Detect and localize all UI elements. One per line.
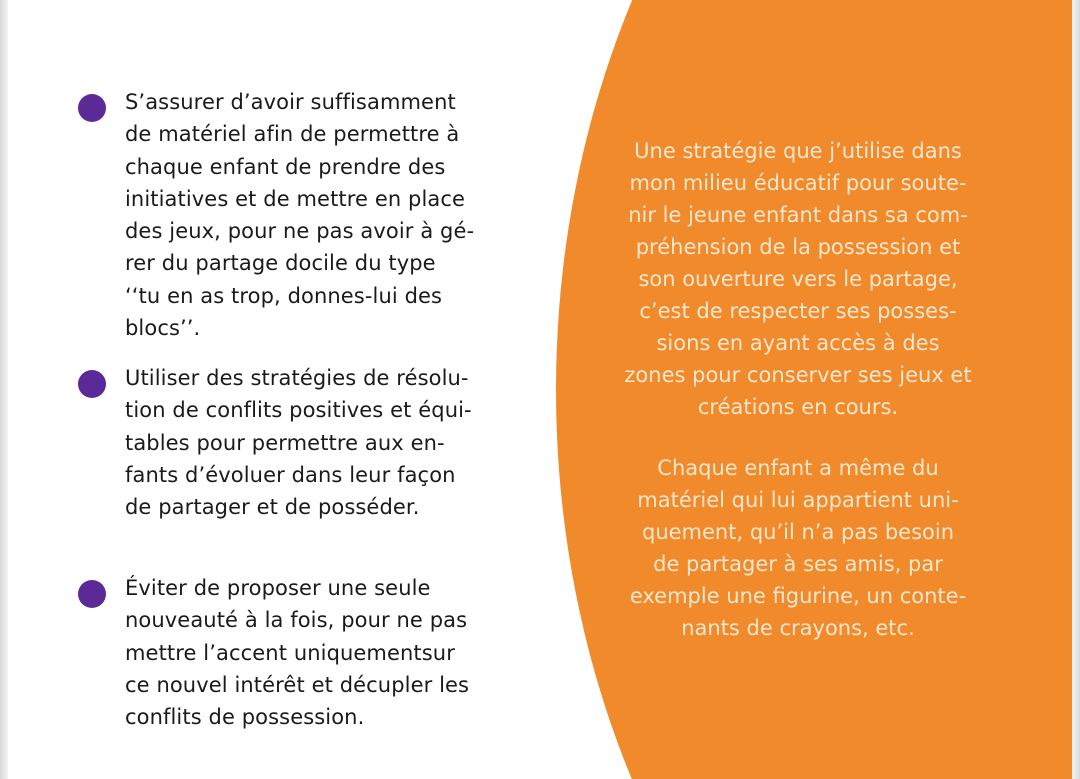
sidebar-paragraph-materials: Chaque enfant a même du matériel qui lui appartient uni- quement, qu’il n’a pas besoin de partager à ses amis, par exemple une figurine, un conte- nants de crayons, etc. xyxy=(629,456,967,640)
page-edge-right xyxy=(1072,0,1080,779)
bullet-text: Utiliser des stratégies de résolu- tion de conflits positives et équi- tables pour permettre aux en- fants d’évoluer dans leur façon de partager et de posséder. xyxy=(125,366,472,520)
sidebar-paragraph-strategy: Une stratégie que j’utilise dans mon milieu éducatif pour soute- nir le jeune enfant dans sa com- préhension de la possession et son ouverture vers le partage, c’est de respecter ses posses- sions en ayant accès à des zones pour conserver ses jeux et créations en cours. xyxy=(624,139,972,419)
bullet-text: Éviter de proposer une seule nouveauté à la fois, pour ne pas mettre l’accent uniquementsur ce nouvel intérêt et décupler les conflits de possession. xyxy=(125,576,470,730)
bullet-dot-icon xyxy=(78,580,106,608)
bullet-text: S’assurer d’avoir suffisamment de matériel afin de permettre à chaque enfant de prendre des initiatives et de mettre en place des jeux, pour ne pas avoir à gé- rer du partage docile du type ‘‘tu en as trop, donnes-lui des blocs’’. xyxy=(125,90,475,341)
page-edge-left xyxy=(0,0,8,779)
bullet-dot-icon xyxy=(78,94,106,122)
bullet-dot-icon xyxy=(78,370,106,398)
